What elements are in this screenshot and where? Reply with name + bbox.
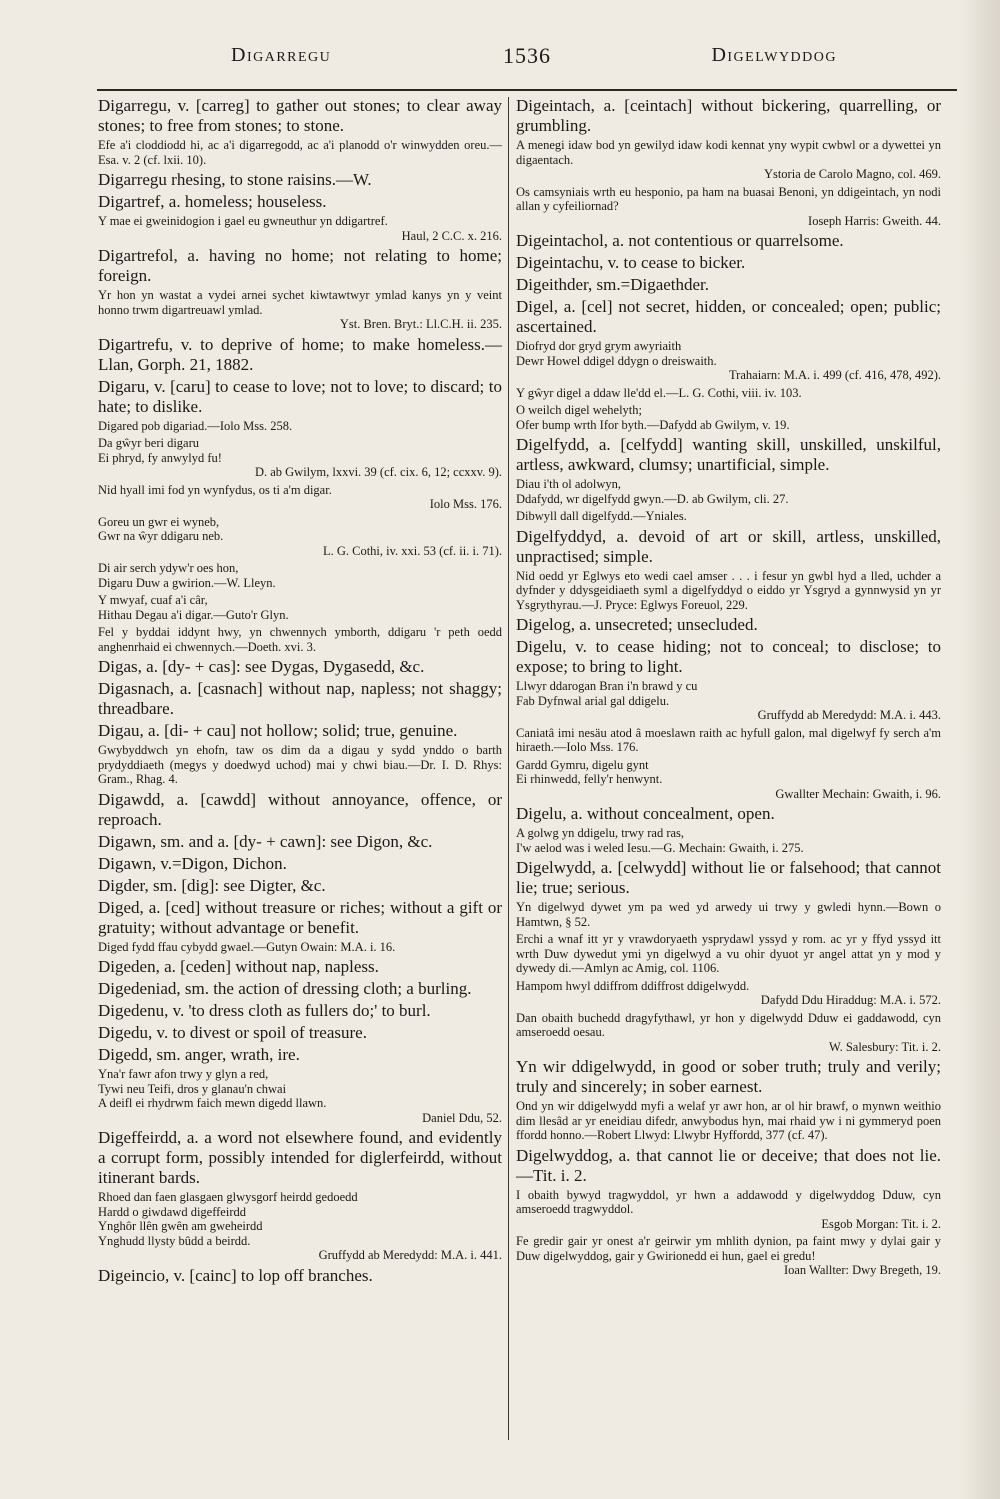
citation-quote: Os camsyniais wrth eu hesponio, pa ham na buasai Benoni, yn ddigeintach, yn nodi allan y cyfeiliornad?	[516, 184, 941, 213]
dictionary-entry: Digelfyddyd, a. devoid of art or skill, artless, unskilled, unpractised; simple.	[516, 526, 941, 566]
dictionary-entry: Digeden, a. [ceden] without nap, napless.	[98, 957, 379, 976]
citation-quote: Caniatâ imi nesäu atod â moeslawn raith ac hyfull galon, mal digelwyf fy serch a'm hiraeth.—Iolo Mss. 176.	[516, 725, 941, 754]
dictionary-entry: Digarregu rhesing, to stone raisins.—W.	[98, 170, 372, 189]
citation-source: Dafydd Ddu Hiraddug: M.A. i. 572.	[760, 993, 941, 1007]
page-header	[97, 44, 957, 76]
citation-source: Gwallter Mechain: Gwaith, i. 96.	[775, 786, 941, 801]
citation-source: Ystoria de Carolo Magno, col. 469.	[763, 167, 941, 181]
dictionary-entry: Digawdd, a. [cawdd] without annoyance, offence, or reproach.	[98, 789, 502, 829]
page-number: 1536	[503, 43, 551, 68]
dictionary-entry: Digau, a. [di- + cau] not hollow; solid; true, genuine.	[98, 721, 458, 740]
citation-quote: Diau i'th ol adolwyn, Ddafydd, wr digelfydd gwyn.—D. ab Gwilym, cli. 27.	[516, 477, 789, 506]
citation-source: Daniel Ddu, 52.	[422, 1110, 502, 1125]
citation-quote: Ond yn wir ddigelwydd myfi a welaf yr awr hon, ar ol hir brawf, o mynwn weithio dim llesâd ar yr eneidiau difedr, anwybodus hyn, mai rhaid yw i ni gymmeryd poen ffordd honno.—Robert Llwyd: Llwybr Hyffordd, 377 (cf. 47).	[516, 1099, 941, 1142]
dictionary-entry: Diged, a. [ced] without treasure or riches; without a gift or gratuity; without advantage or benefit.	[98, 897, 502, 937]
citation-quote: I obaith bywyd tragwyddol, yr hwn a addawodd y digelwyddog Dduw, cyn amseroedd tragwyddol.	[516, 1187, 941, 1216]
citation-source: L. G. Cothi, iv. xxi. 53 (cf. ii. i. 71).	[322, 543, 502, 558]
citation-source: Trahaiarn: M.A. i. 499 (cf. 416, 478, 492).	[728, 368, 941, 382]
citation-quote: Llwyr ddarogan Bran i'n brawd y cu Fab Dyfnwal arial gal ddigelu.	[516, 679, 698, 708]
citation-quote: Y mae ei gweinidogion i gael eu gwneuthur yn ddigartref.	[98, 214, 388, 228]
dictionary-entry: Digawn, sm. and a. [dy- + cawn]: see Digon, &c.	[98, 831, 433, 851]
dictionary-entry: Digedd, sm. anger, wrath, ire.	[98, 1045, 300, 1064]
citation-quote: Efe a'i cloddiodd hi, ac a'i digarregodd, ac a'i planodd o'r winwydden oreu.—Esa. v. 2 (cf. lxii. 10).	[98, 138, 502, 167]
citation-quote: Da gŵyr beri digaru Ei phryd, fy anwylyd fu!	[98, 436, 222, 465]
citation-quote: O weilch digel wehelyth; Ofer bump wrth Ifor byth.—Dafydd ab Gwilym, v. 19.	[516, 403, 790, 432]
dictionary-entry: Digeintachol, a. not contentious or quarrelsome.	[516, 231, 844, 250]
citation-quote: Hampom hwyl ddiffrom ddiffrost ddigelwydd.	[516, 978, 750, 993]
citation-source: Haul, 2 C.C. x. 216.	[401, 228, 502, 243]
dictionary-entry: Digartrefu, v. to deprive of home; to make homeless.—Llan, Gorph. 21, 1882.	[98, 334, 502, 374]
dictionary-entry: Digelfydd, a. [celfydd] wanting skill, unskilled, unskilful, artless, awkward, clumsy; unartificial, simple.	[516, 435, 941, 474]
column-divider	[508, 97, 509, 1440]
dictionary-entry: Digeincio, v. [cainc] to lop off branches.	[98, 1265, 373, 1285]
dictionary-entry: Digelu, v. to cease hiding; not to conceal; to disclose; to expose; to bring to light.	[516, 637, 941, 676]
dictionary-entry: Digedeniad, sm. the action of dressing cloth; a burling.	[98, 979, 472, 998]
citation-source: Gruffydd ab Meredydd: M.A. i. 441.	[318, 1248, 502, 1262]
left-column	[98, 96, 502, 1288]
citation-quote: Gwybyddwch yn ehofn, taw os dim da a digau y sydd ynddo o barth prydyddiaeth (megys y doedwyd uchod) mai y chwi biau.—Dr. I. D. Rhys: Gram., Rhag. 4.	[98, 743, 502, 786]
dictionary-entry: Digeintach, a. [ceintach] without bickering, quarrelling, or grumbling.	[516, 96, 941, 135]
citation-source: D. ab Gwilym, lxxvi. 39 (cf. cix. 6, 12; ccxxv. 9).	[254, 465, 502, 479]
dictionary-entry: Digarregu, v. [carreg] to gather out stones; to clear away stones; to free from stones; to stone.	[98, 96, 502, 135]
dictionary-entry: Digder, sm. [dig]: see Digter, &c.	[98, 875, 326, 895]
citation-quote: Yn digelwyd dywet ym pa wed yd arwedy ui trwy y gwledi hynn.—Bown o Hamtwn, § 52.	[516, 900, 941, 929]
dictionary-entry: Digedenu, v. 'to dress cloth as fullers do;' to burl.	[98, 1001, 431, 1020]
dictionary-entry: Digelu, a. without concealment, open.	[516, 804, 775, 823]
citation-quote: Dibwyll dall digelfydd.—Yniales.	[516, 509, 687, 523]
dictionary-entry: Digelog, a. unsecreted; unsecluded.	[516, 615, 758, 634]
dictionary-entry: Digartrefol, a. having no home; not relating to home; foreign.	[98, 246, 502, 285]
dictionary-entry: Digeithder, sm.=Digaethder.	[516, 275, 710, 294]
citation-quote: Di air serch ydyw'r oes hon, Digaru Duw a gwirion.—W. Lleyn.	[98, 561, 276, 590]
citation-quote: Nid oedd yr Eglwys eto wedi cael amser . . . i fesur yn gwbl hyd a lled, uchder a dyfnder y ddysgeidiaeth syml a digelfyddyd o eiddo yr Ysgryd a gynnwysid yn yr Ysgrythyrau.—J. Pryce: Eglwys Foreuol, 229.	[516, 568, 941, 612]
dictionary-entry: Digeffeirdd, a. a word not elsewhere found, and evidently a corrupt form, possibly intended for diglerfeirdd, without itinerant bards.	[98, 1128, 502, 1187]
citation-quote: Y mwyaf, cuaf a'i câr, Hithau Degau a'i digar.—Guto'r Glyn.	[98, 593, 289, 622]
citation-quote: Fe gredir gair yr onest a'r geirwir ym mhlith dynion, pa faint mwy y dylai gair y Duw digelwyddog, gair y Gwirionedd ei hun, gael ei gredu!	[516, 1234, 941, 1263]
citation-source: Gruffydd ab Meredydd: M.A. i. 443.	[757, 708, 941, 722]
citation-quote: Goreu un gwr ei wyneb, Gwr na ŵyr ddigaru neb.	[98, 514, 224, 543]
dictionary-entry: Digasnach, a. [casnach] without nap, napless; not shaggy; threadbare.	[98, 679, 502, 718]
citation-quote: Y gŵyr digel a ddaw lle'dd el.—L. G. Cothi, viii. iv. 103.	[516, 385, 802, 400]
citation-source: Iolo Mss. 176.	[429, 497, 502, 511]
citation-quote: Erchi a wnaf itt yr y vrawdoryaeth ysprydawl yssyd y rom. ac yr y ffyd yssyd itt wrth Duw dywedut ymi yn digelwyd a vu ohir dyuot yr angel attat yn y mod y dywedy di.—Amlyn ac Amig, col. 1106.	[516, 932, 941, 975]
running-head-right: Digelwyddog	[711, 44, 837, 66]
citation-quote: Diofryd dor gryd grym awyriaith Dewr Howel ddigel ddygn o dreiswaith.	[516, 339, 717, 368]
citation-source: W. Salesbury: Tit. i. 2.	[828, 1039, 941, 1054]
dictionary-entry: Digas, a. [dy- + cas]: see Dygas, Dygasedd, &c.	[98, 657, 425, 676]
dictionary-entry: Yn wir ddigelwydd, in good or sober truth; truly and verily; truly and sincerely; in sober earnest.	[516, 1057, 941, 1096]
facing-page-edge	[960, 0, 1000, 1499]
dictionary-entry: Digeintachu, v. to cease to bicker.	[516, 253, 746, 272]
dictionary-entry: Digelwyddog, a. that cannot lie or deceive; that does not lie.—Tit. i. 2.	[516, 1145, 941, 1185]
citation-source: Ioseph Harris: Gweith. 44.	[808, 213, 941, 228]
citation-quote: Fel y byddai iddynt hwy, yn chwennych ymborth, ddigaru 'r peth oedd anghenrhaid ei chwennych.—Doeth. xvi. 3.	[98, 625, 502, 654]
citation-quote: Nid hyall imi fod yn wynfydus, os ti a'm digar.	[98, 482, 332, 497]
citation-source: Esgob Morgan: Tit. i. 2.	[821, 1216, 941, 1231]
dictionary-entry: Digelwydd, a. [celwydd] without lie or falsehood; that cannot lie; true; serious.	[516, 858, 941, 897]
citation-quote: A menegi idaw bod yn gewilyd idaw kodi kennat yny wypit cwbwl or a dywettei yn digaentach.	[516, 138, 941, 167]
citation-quote: Digared pob digariad.—Iolo Mss. 258.	[98, 418, 293, 433]
citation-quote: Rhoed dan faen glasgaen glwysgorf heirdd gedoedd Hardd o giwdawd digeffeirdd Ynghôr llên gwên am gweheirdd Ynghudd llysty bûdd a beirdd.	[98, 1190, 358, 1248]
running-head-left: Digarregu	[231, 44, 332, 66]
dictionary-entry: Digedu, v. to divest or spoil of treasure.	[98, 1023, 367, 1042]
citation-quote: Yr hon yn wastat a vydei arnei sychet kiwtawtwyr ymlad kanys yn y veint honno trwm digartreuawl ymlad.	[98, 288, 502, 317]
right-column	[516, 96, 941, 1281]
citation-source: Ioan Wallter: Dwy Bregeth, 19.	[783, 1263, 941, 1277]
citation-quote: Diged fydd ffau cybydd gwael.—Gutyn Owain: M.A. i. 16.	[98, 939, 396, 954]
citation-quote: Dan obaith buchedd dragyfythawl, yr hon y digelwydd Dduw ei gaddawodd, cyn amseroedd oesau.	[516, 1010, 941, 1039]
header-rule	[97, 89, 957, 91]
citation-quote: Gardd Gymru, digelu gynt Ei rhinwedd, felly'r henwynt.	[516, 757, 663, 786]
citation-source: Yst. Bren. Bryt.: Ll.C.H. ii. 235.	[339, 317, 502, 331]
dictionary-entry: Digel, a. [cel] not secret, hidden, or concealed; open; public; ascertained.	[516, 297, 941, 336]
dictionary-entry: Digawn, v.=Digon, Dichon.	[98, 853, 287, 873]
dictionary-entry: Digartref, a. homeless; houseless.	[98, 192, 327, 211]
citation-quote: Yna'r fawr afon trwy y glyn a red, Tywi neu Teifi, dros y glanau'n chwai A deifl ei rhydrwm faich mewn digedd llawn.	[98, 1067, 327, 1110]
dictionary-entry: Digaru, v. [caru] to cease to love; not to love; to discard; to hate; to dislike.	[98, 376, 502, 416]
citation-quote: A golwg yn ddigelu, trwy rad ras, I'w aelod was i weled Iesu.—G. Mechain: Gwaith, i. 275.	[516, 826, 804, 855]
